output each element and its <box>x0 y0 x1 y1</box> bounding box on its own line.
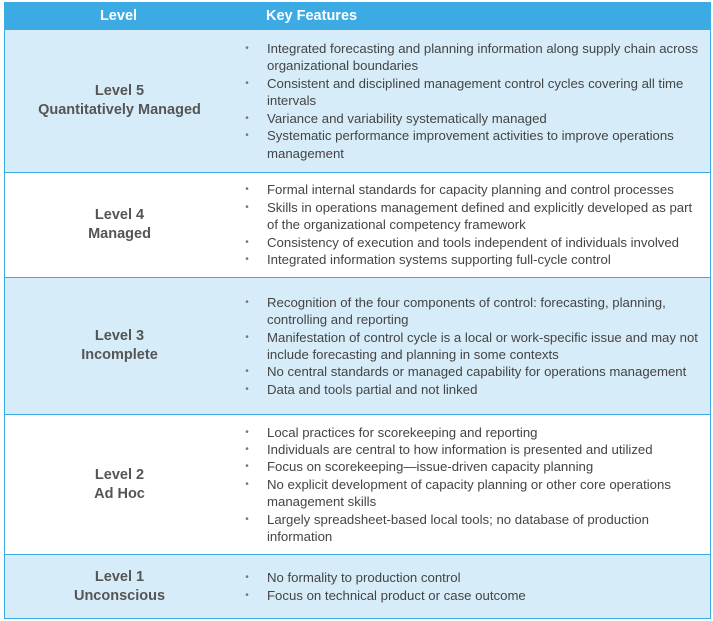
bullet-icon: • <box>245 296 249 308</box>
table-header <box>4 2 711 30</box>
list-item: • Integrated information systems supporting full-cycle control <box>234 251 706 268</box>
list-item: • Manifestation of control cycle is a local or work-specific issue and may not include forecasting and planning in some contexts <box>234 329 706 364</box>
list-item: • Local practices for scorekeeping and reporting <box>234 424 706 441</box>
bullet-icon: • <box>245 572 249 584</box>
bullet-icon: • <box>245 184 249 196</box>
list-item: • Integrated forecasting and planning information along supply chain across organizational boundaries <box>234 40 706 75</box>
bullet-icon: • <box>245 130 249 142</box>
maturity-table <box>4 2 711 619</box>
features-cell <box>234 173 710 277</box>
list-item: • Data and tools partial and not linked <box>234 381 706 398</box>
header-key-features: Key Features <box>266 8 358 24</box>
level-cell <box>5 415 234 554</box>
features-cell <box>234 30 710 172</box>
bullet-icon: • <box>245 478 249 490</box>
list-item: • Consistency of execution and tools independent of individuals involved <box>234 234 706 251</box>
level-number: Level 5 <box>94 83 145 99</box>
list-item: • Focus on scorekeeping—issue-driven capacity planning <box>234 458 706 475</box>
features-cell <box>234 278 710 414</box>
bullet-icon: • <box>245 236 249 248</box>
features-cell <box>234 555 710 618</box>
table-row-level-3 <box>4 278 711 415</box>
list-item: • Largely spreadsheet-based local tools; no database of production information <box>234 511 706 546</box>
list-item: • Focus on technical product or case outcome <box>234 587 706 604</box>
bullet-icon: • <box>245 426 249 438</box>
bullet-icon: • <box>245 443 249 455</box>
level-name: Quantitatively Managed <box>38 102 201 118</box>
feature-list <box>234 424 706 546</box>
header-level: Level <box>99 8 138 24</box>
bullet-icon: • <box>245 513 249 525</box>
list-item: • Variance and variability systematically managed <box>234 110 706 127</box>
table-row-level-5 <box>4 30 711 173</box>
list-item: • Formal internal standards for capacity planning and control processes <box>234 181 706 198</box>
level-number: Level 1 <box>94 568 145 585</box>
bullet-icon: • <box>245 366 249 378</box>
list-item: • Recognition of the four components of control: forecasting, planning, controlling and reporting <box>234 294 706 329</box>
feature-list <box>234 181 706 268</box>
bullet-icon: • <box>245 254 249 266</box>
table-row-level-1 <box>4 555 711 619</box>
list-item: • Systematic performance improvement activities to improve operations management <box>234 127 706 162</box>
list-item: • No formality to production control <box>234 569 706 586</box>
bullet-icon: • <box>245 201 249 213</box>
level-cell <box>5 173 234 277</box>
level-name: Managed <box>88 226 151 242</box>
bullet-icon: • <box>245 77 249 89</box>
bullet-icon: • <box>245 589 249 601</box>
level-cell <box>5 555 234 618</box>
level-number: Level 4 <box>94 207 145 223</box>
bullet-icon: • <box>245 383 249 395</box>
table-row-level-2 <box>4 415 711 555</box>
list-item: • Consistent and disciplined management control cycles covering all time intervals <box>234 75 706 110</box>
bullet-icon: • <box>245 461 249 473</box>
list-item: • No explicit development of capacity planning or other core operations management skills <box>234 476 706 511</box>
feature-list <box>234 294 706 398</box>
level-name: Incomplete <box>81 347 158 363</box>
bullet-icon: • <box>245 331 249 343</box>
level-cell <box>5 30 234 172</box>
bullet-icon: • <box>245 112 249 124</box>
level-name: Unconscious <box>73 587 166 604</box>
list-item: • Skills in operations management defined and explicitly developed as part of the organizational competency framework <box>234 199 706 234</box>
level-number: Level 2 <box>94 466 145 483</box>
table-row-level-4 <box>4 173 711 278</box>
level-cell <box>5 278 234 414</box>
bullet-icon: • <box>245 43 249 55</box>
feature-list <box>234 569 706 604</box>
level-name: Ad Hoc <box>94 485 145 502</box>
feature-list <box>234 40 706 162</box>
list-item: • No central standards or managed capability for operations management <box>234 363 706 380</box>
features-cell <box>234 415 710 554</box>
level-number: Level 3 <box>94 328 145 344</box>
list-item: • Individuals are central to how information is presented and utilized <box>234 441 706 458</box>
